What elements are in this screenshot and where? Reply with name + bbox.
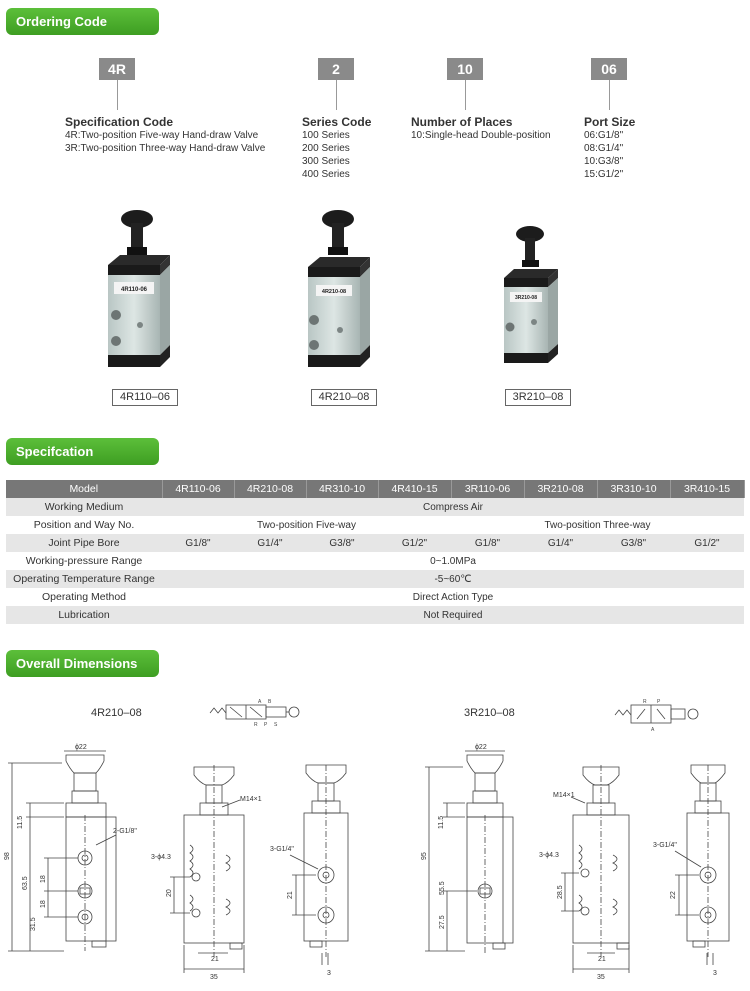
body-label: 4R110-06 — [120, 287, 148, 293]
sym-label: A — [651, 727, 655, 733]
dim-w3: 3 — [327, 970, 331, 977]
table-cell: Two-position Three-way — [451, 516, 744, 534]
end-view — [270, 765, 348, 977]
dimension-drawing-4r210 — [0, 695, 375, 985]
end-view — [653, 765, 729, 977]
table-cell: G1/2" — [378, 534, 451, 552]
ordering-code-header: Ordering Code — [6, 8, 159, 35]
code-connector — [609, 80, 610, 110]
header-cell: 3R310-10 — [597, 480, 670, 498]
row-label: Operating Temperature Range — [6, 570, 162, 588]
valve-4r210-image — [298, 205, 378, 370]
specification-header: Specifcation — [6, 438, 159, 465]
side-view — [539, 765, 629, 981]
dim-h98: 98 — [4, 852, 11, 860]
dim-m14: M14×1 — [240, 796, 262, 803]
header-cell: 4R410-15 — [378, 480, 451, 498]
body-label: 4R210-08 — [321, 289, 347, 295]
header-cell: 4R310-10 — [306, 480, 378, 498]
valve-symbol — [615, 699, 698, 733]
code-connector — [336, 80, 337, 110]
dim-h18a: 18 — [40, 875, 47, 883]
table-header-row — [6, 480, 744, 498]
dim-h95: 95 — [421, 852, 428, 860]
dim-port2: 3-G1/4" — [653, 842, 677, 849]
header-cell: 4R210-08 — [234, 480, 306, 498]
side-view — [151, 765, 262, 981]
sym-label: S — [274, 722, 278, 728]
header-model: Model — [6, 480, 162, 498]
dim-h315: 31.5 — [30, 917, 37, 931]
table-cell: 0~1.0MPa — [162, 552, 744, 570]
dim-h115: 11.5 — [17, 815, 24, 829]
sym-label: R — [643, 699, 647, 705]
dim-m14: M14×1 — [553, 792, 575, 799]
table-cell: G1/8" — [451, 534, 524, 552]
dim-h20: 20 — [166, 889, 173, 897]
header-cell: 3R210-08 — [524, 480, 597, 498]
row-label: Lubrication — [6, 606, 162, 624]
dim-w35: 35 — [597, 974, 605, 981]
dim-port: 2-G1/8" — [113, 828, 137, 835]
table-cell: Compress Air — [162, 498, 744, 516]
sym-label: P — [657, 699, 661, 705]
valve-3r210-image — [496, 222, 566, 372]
row-label: Operating Method — [6, 588, 162, 606]
row-label: Position and Way No. — [6, 516, 162, 534]
table-row — [6, 516, 744, 534]
spec-code-desc: 4R:Two-position Five-way Hand-draw Valve 3R:Two-position Three-way Hand-draw Valve — [65, 130, 266, 154]
row-label: Working Medium — [6, 498, 162, 516]
dim-w35: 35 — [210, 974, 218, 981]
dim-h115: 11.5 — [438, 815, 445, 829]
row-label: Working-pressure Range — [6, 552, 162, 570]
header-cell: 3R110-06 — [451, 480, 524, 498]
sym-label: P — [264, 722, 268, 728]
row-label: Joint Pipe Bore — [6, 534, 162, 552]
valve-4r110-image — [100, 205, 180, 370]
dimensions-header: Overall Dimensions — [6, 650, 159, 677]
dim-w21: 21 — [598, 956, 606, 963]
series-code-desc: 100 Series 200 Series 300 Series 400 Series — [302, 130, 350, 180]
table-row — [6, 498, 744, 516]
code-box-series: 2 — [318, 58, 354, 80]
table-cell: G3/8" — [597, 534, 670, 552]
dim-h275: 27.5 — [439, 915, 446, 929]
code-box-spec: 4R — [99, 58, 135, 80]
dim-port2: 3-G1/4" — [270, 846, 294, 853]
table-cell: -5~60℃ — [162, 570, 744, 588]
dim-title-left: 4R210–08 — [91, 707, 142, 719]
table-row — [6, 552, 744, 570]
dim-w3: 3 — [713, 970, 717, 977]
dim-phi: ϕ22 — [475, 744, 487, 751]
dim-phi: ϕ22 — [75, 744, 87, 751]
table-cell: Two-position Five-way — [162, 516, 451, 534]
model-label-4r210: 4R210–08 — [311, 389, 377, 406]
body-label: 3R210-08 — [515, 295, 537, 301]
sym-label: A — [258, 699, 262, 705]
dim-h555: 55.5 — [439, 881, 446, 895]
model-label-3r210: 3R210–08 — [505, 389, 571, 406]
code-box-places: 10 — [447, 58, 483, 80]
dimension-drawing-3r210 — [375, 695, 750, 985]
table-row — [6, 606, 744, 624]
dim-h285: 28.5 — [557, 885, 564, 899]
dim-w21: 21 — [211, 956, 219, 963]
port-code-title: Port Size — [584, 115, 636, 129]
model-label-4r110: 4R110–06 — [112, 389, 178, 406]
front-view — [421, 744, 513, 953]
spec-code-title: Specification Code — [65, 115, 174, 129]
port-code-desc: 06:G1/8" 08:G1/4" 10:G3/8" 15:G1/2" — [584, 130, 624, 180]
table-cell: Direct Action Type — [162, 588, 744, 606]
dim-holes: 3-ϕ4.3 — [151, 854, 171, 861]
table-cell: G1/4" — [234, 534, 306, 552]
sym-label: B — [268, 699, 272, 705]
table-row — [6, 588, 744, 606]
code-connector — [465, 80, 466, 110]
dim-h635: 63.5 — [22, 876, 29, 890]
valve-symbol — [210, 699, 299, 728]
series-code-title: Series Code — [302, 115, 372, 129]
dim-holes: 3-ϕ4.3 — [539, 852, 559, 859]
code-connector — [117, 80, 118, 110]
specification-table — [6, 480, 745, 624]
dim-h22: 22 — [670, 891, 677, 899]
sym-label: R — [254, 722, 258, 728]
places-code-title: Number of Places — [411, 115, 513, 129]
places-code-desc: 10:Single-head Double-position — [411, 130, 551, 141]
dim-title-right: 3R210–08 — [464, 707, 515, 719]
table-row — [6, 534, 744, 552]
header-cell: 3R410-15 — [670, 480, 744, 498]
table-row — [6, 570, 744, 588]
header-cell: 4R110-06 — [162, 480, 234, 498]
dim-h21: 21 — [287, 891, 294, 899]
table-cell: G1/4" — [524, 534, 597, 552]
table-cell: G1/2" — [670, 534, 744, 552]
table-cell: G1/8" — [162, 534, 234, 552]
table-cell: G3/8" — [306, 534, 378, 552]
dim-h18b: 18 — [40, 900, 47, 908]
table-cell: Not Required — [162, 606, 744, 624]
code-box-port: 06 — [591, 58, 627, 80]
front-view — [4, 744, 137, 951]
